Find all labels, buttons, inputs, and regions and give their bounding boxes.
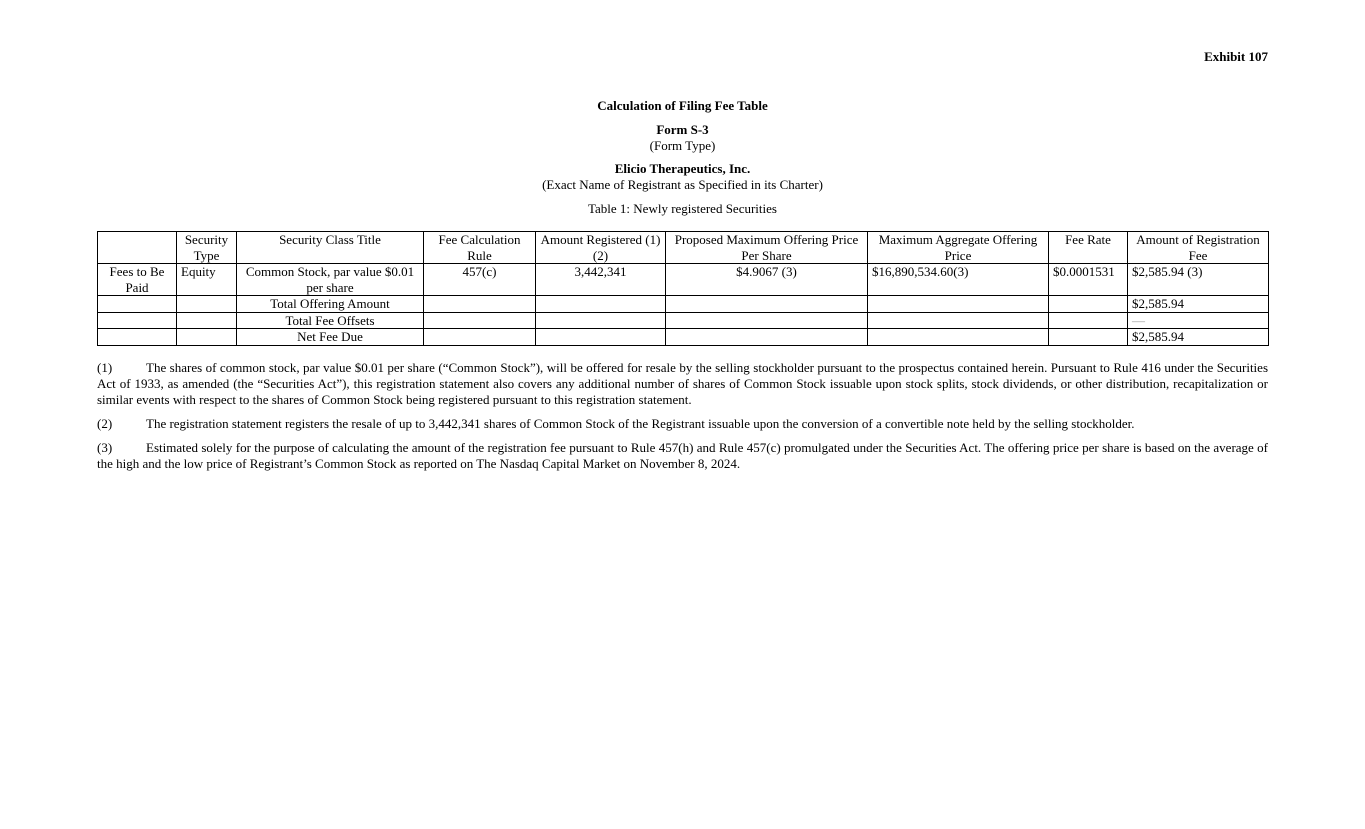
header-security-type: Security Type — [177, 232, 237, 264]
cell-proposed-max-price: $4.9067 (3) — [666, 264, 868, 296]
footnote-1 — [97, 360, 1268, 408]
total-fee-offsets-value: — — [1128, 312, 1269, 329]
cell-max-aggregate-price: $16,890,534.60(3) — [868, 264, 1049, 296]
cell-amount-registered: 3,442,341 — [536, 264, 666, 296]
footnote-3-text: Estimated solely for the purpose of calculating the amount of the registration fee pursuant to Rule 457(h) and Rule 457(c) promulgated under the Securities Act. The offering price per share is based on the average of the high and the low price of Registrant’s Common Stock as reported on The Nasdaq Capital Market on November 8, 2024. — [97, 440, 1268, 471]
footnotes — [97, 360, 1268, 480]
total-offering-label: Total Offering Amount — [237, 296, 424, 313]
header-security-class-title: Security Class Title — [237, 232, 424, 264]
header-fee-rate: Fee Rate — [1049, 232, 1128, 264]
cell-security-class-title: Common Stock, par value $0.01 per share — [237, 264, 424, 296]
cell-security-type: Equity — [177, 264, 237, 296]
footnote-3 — [97, 440, 1268, 472]
table-header-row — [98, 232, 1269, 264]
registrant-block — [97, 161, 1268, 193]
row-label: Fees to Be Paid — [98, 264, 177, 296]
total-fee-offsets-label: Total Fee Offsets — [237, 312, 424, 329]
table-row — [98, 264, 1269, 296]
document-title: Calculation of Filing Fee Table — [597, 98, 768, 113]
footnote-1-number: (1) — [97, 360, 113, 375]
registrant-name: Elicio Therapeutics, Inc. — [614, 161, 751, 176]
fee-table — [97, 231, 1269, 346]
net-fee-due-label: Net Fee Due — [237, 329, 424, 346]
cell-registration-fee: $2,585.94 (3) — [1128, 264, 1269, 296]
cell-fee-calculation-rule: 457(c) — [424, 264, 536, 296]
registrant-caption: (Exact Name of Registrant as Specified in its Charter) — [542, 177, 823, 192]
footnote-2-number: (2) — [97, 416, 113, 431]
form-type-block — [97, 122, 1268, 154]
total-offering-value: $2,585.94 — [1128, 296, 1269, 313]
header-fee-calculation-rule: Fee Calculation Rule — [424, 232, 536, 264]
table-caption: Table 1: Newly registered Securities — [588, 201, 777, 216]
total-offering-row — [98, 296, 1269, 313]
header-proposed-max-price: Proposed Maximum Offering Price Per Share — [666, 232, 868, 264]
total-fee-offsets-row — [98, 312, 1269, 329]
footnote-3-number: (3) — [97, 440, 113, 455]
header-max-aggregate-price: Maximum Aggregate Offering Price — [868, 232, 1049, 264]
footnote-2-text: The registration statement registers the resale of up to 3,442,341 shares of Common Stock of the Registrant issuable upon the conversion of a convertible note held by the selling stockholder. — [146, 416, 1135, 431]
footnote-1-text: The shares of common stock, par value $0.01 per share (“Common Stock”), will be offered for resale by the selling stockholder pursuant to the prospectus contained herein. Pursuant to Rule 416 under the Securities Act of 1933, as amended (the “Securities Act”), this registration statement also covers any additional number of shares of Common Stock issuable upon stock splits, stock dividends, or other distribution, recapitalization or similar events with respect to the shares of Common Stock being registered pursuant to this registration statement. — [97, 360, 1268, 407]
cell-fee-rate: $0.0001531 — [1049, 264, 1128, 296]
form-name: Form S-3 — [656, 122, 709, 137]
header-registration-fee: Amount of Registration Fee — [1128, 232, 1269, 264]
form-caption: (Form Type) — [649, 138, 716, 153]
net-fee-due-row — [98, 329, 1269, 346]
header-blank — [98, 232, 177, 264]
header-amount-registered: Amount Registered (1)(2) — [536, 232, 666, 264]
net-fee-due-value: $2,585.94 — [1128, 329, 1269, 346]
footnote-2 — [97, 416, 1268, 432]
exhibit-label: Exhibit 107 — [1204, 49, 1268, 64]
